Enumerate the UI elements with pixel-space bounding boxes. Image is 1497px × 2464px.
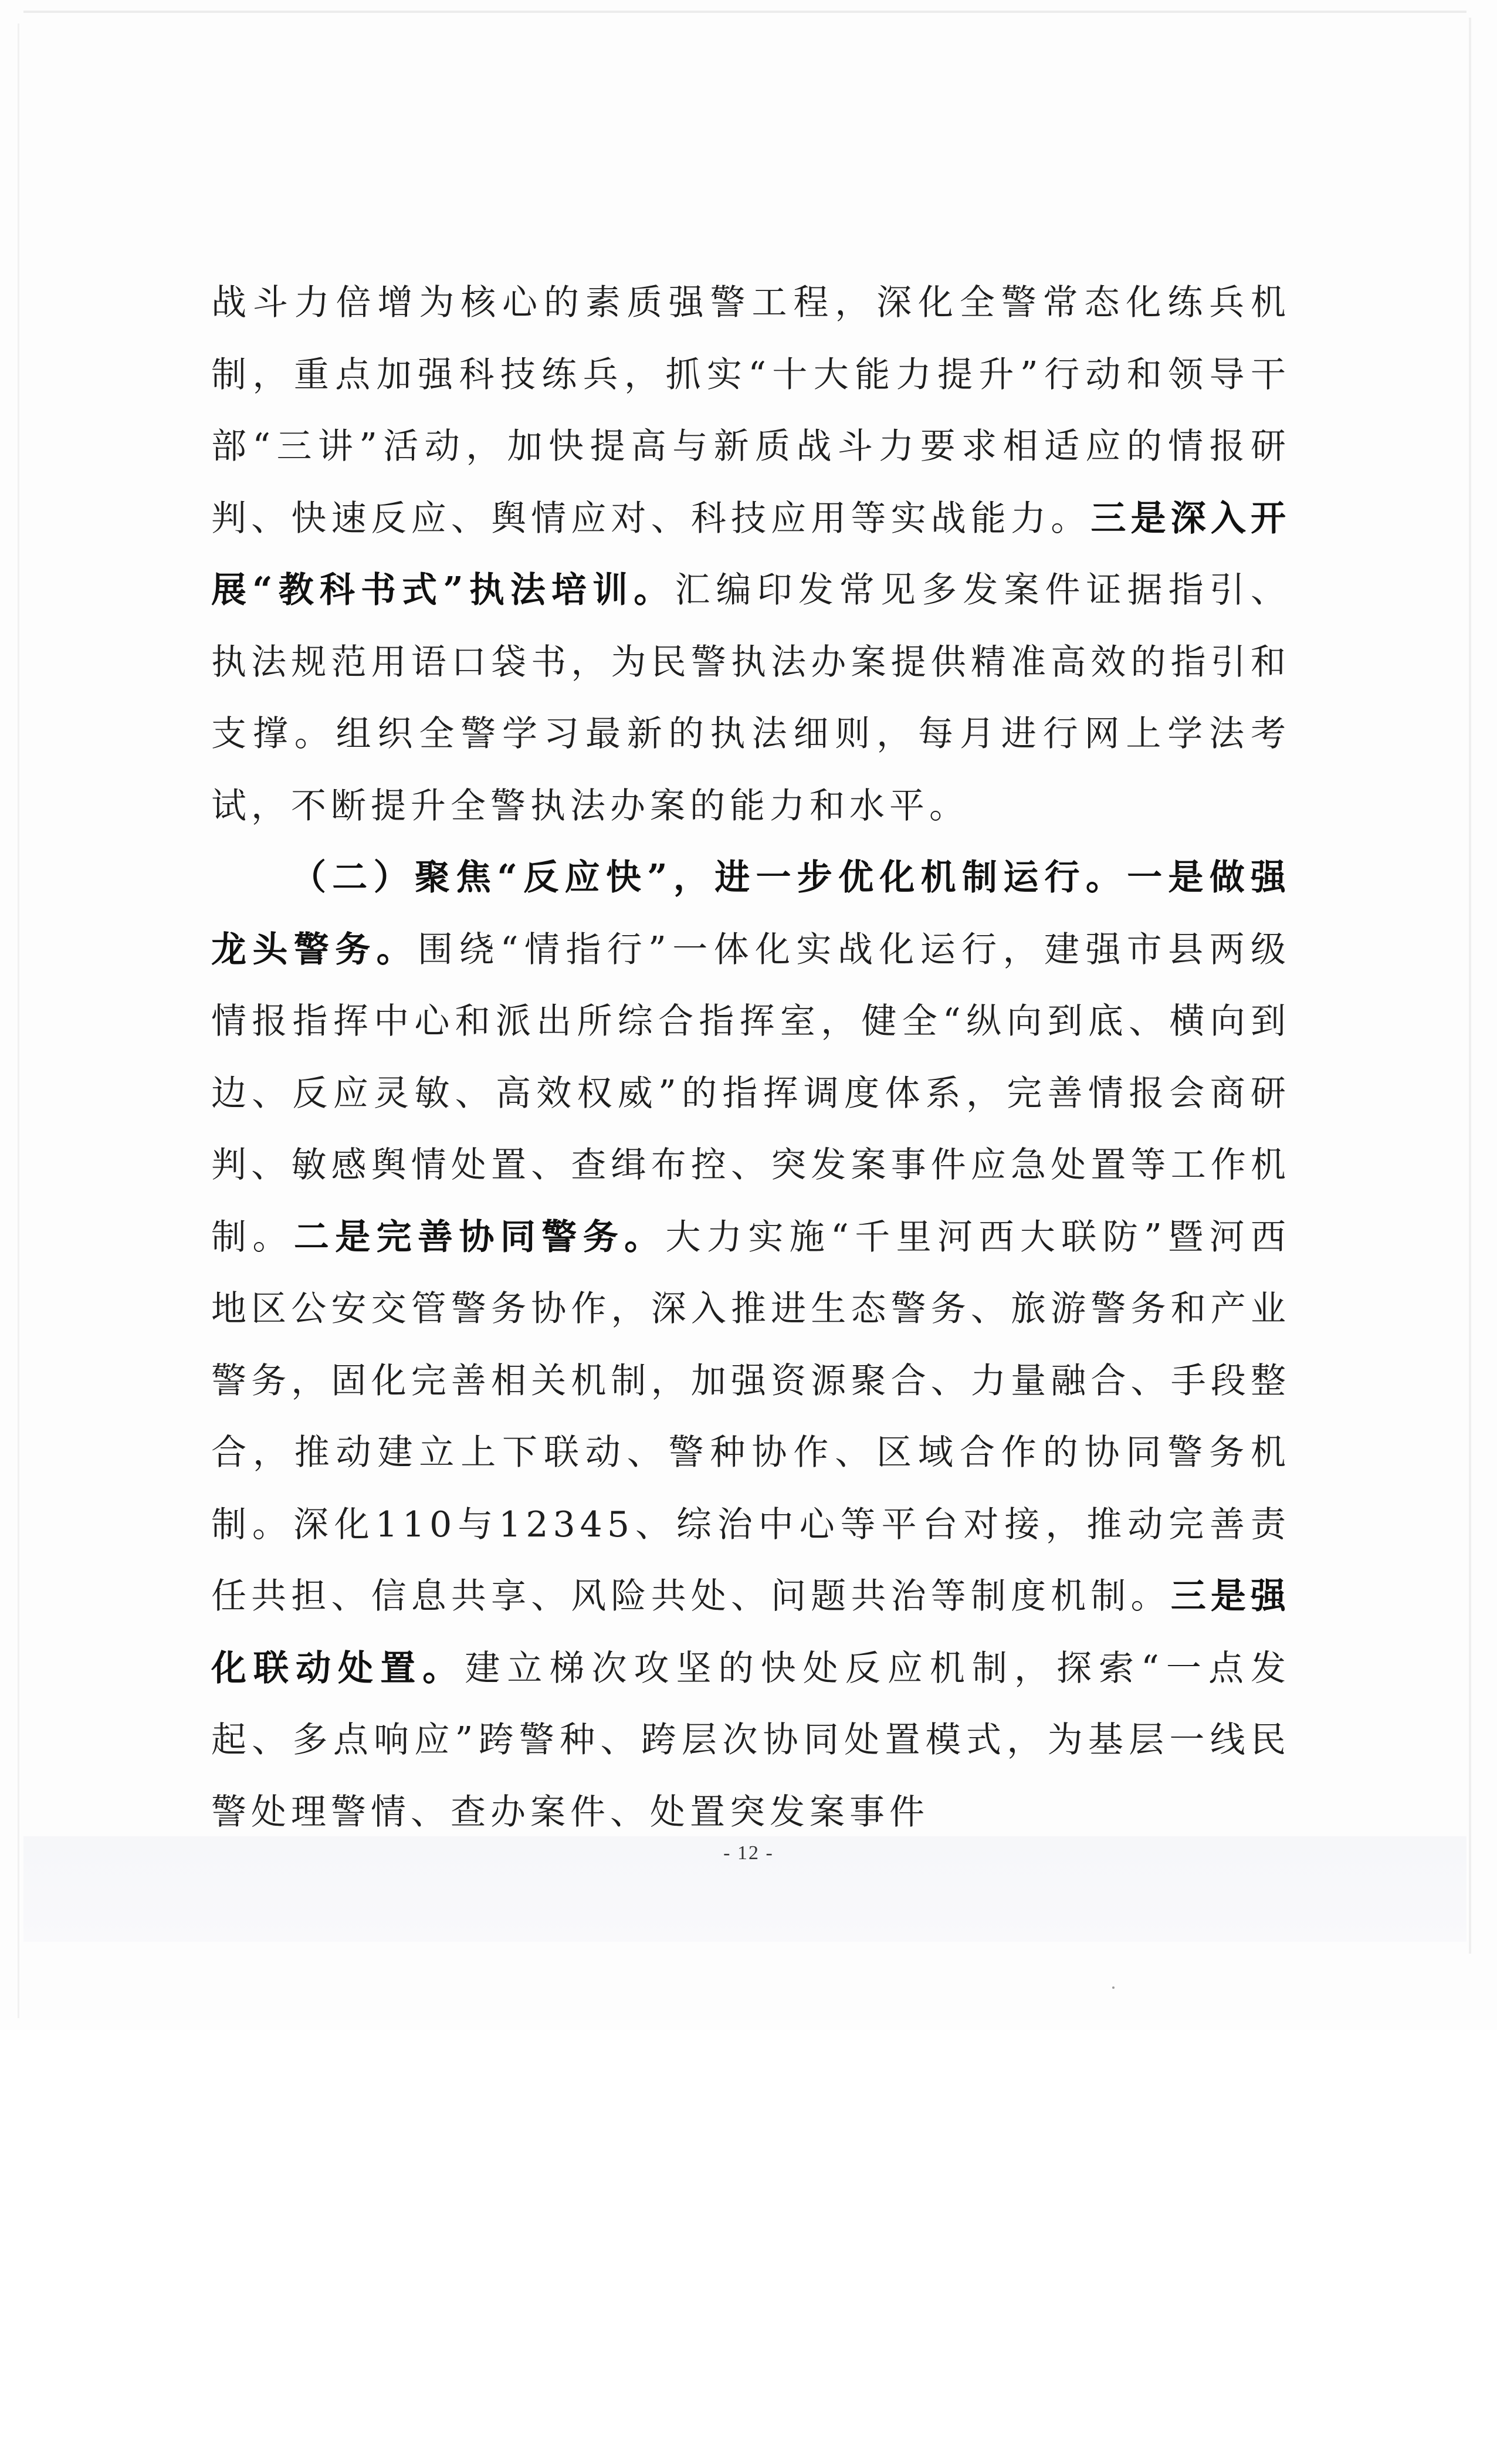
paragraph-1-text: 战斗力倍增为核心的素质强警工程，深化全警常态化练兵机制，重点加强科技练兵，抓实“十大能力提升”行动和领导干部“三讲”活动，加快提高与新质战斗力要求相适应的情报研判、快速反应、舆情应对、科技应用等实战能力。: [211, 282, 1291, 539]
paragraph-1: [211, 267, 1291, 842]
document-body: [211, 267, 1291, 1848]
heading-item-3-training: 三是深入开展“教科书式”执法培训。: [211, 497, 1291, 611]
paragraph-2: [211, 842, 1291, 1848]
section-heading-2: （二）聚焦“反应快”，进一步优化机制运行。一是做强龙头警务。: [211, 857, 1291, 970]
paragraph-2-text: 围绕“情指行”一体化实战化运行，建强市县两级情报指挥中心和派出所综合指挥室，健全“纵向到底、横向到边、反应灵敏、高效权威”的指挥调度体系，完善情报会商研判、敏感舆情处置、查缉布控、突发案事件应急处置等工作机制。: [211, 929, 1291, 1258]
heading-item-3-linkage: 三是强化联动处置。: [211, 1576, 1291, 1689]
scan-dust-mark: [1112, 1986, 1115, 1989]
heading-item-2-collaborative: 二是完善协同警务。: [293, 1216, 666, 1258]
scan-edge-left: [18, 23, 19, 2018]
paragraph-2-text-final: 建立梯次攻坚的快处反应机制，探索“一点发起、多点响应”跨警种、跨层次协同处置模式，为基层一线民警处理警情、查办案件、处置突发案事件: [211, 1647, 1291, 1833]
scan-edge-top: [23, 11, 1466, 13]
page-number: - 12 -: [723, 1842, 774, 1864]
paragraph-1-text-continued: 汇编印发常见多发案件证据指引、执法规范用语口袋书，为民警执法办案提供精准高效的指引和支撑。组织全警学习最新的执法细则，每月进行网上学法考试，不断提升全警执法办案的能力和水平。: [211, 570, 1291, 827]
paragraph-2-text-continued: 大力实施“千里河西大联防”暨河西地区公安交管警务协作，深入推进生态警务、旅游警务和产业警务，固化完善相关机制，加强资源聚合、力量融合、手段整合，推动建立上下联动、警种协作、区域合作的协同警务机制。深化110与12345、综治中心等平台对接，推动完善责任共担、信息共享、风险共处、问题共治等制度机制。: [211, 1216, 1291, 1617]
scan-edge-right: [1469, 18, 1471, 1954]
